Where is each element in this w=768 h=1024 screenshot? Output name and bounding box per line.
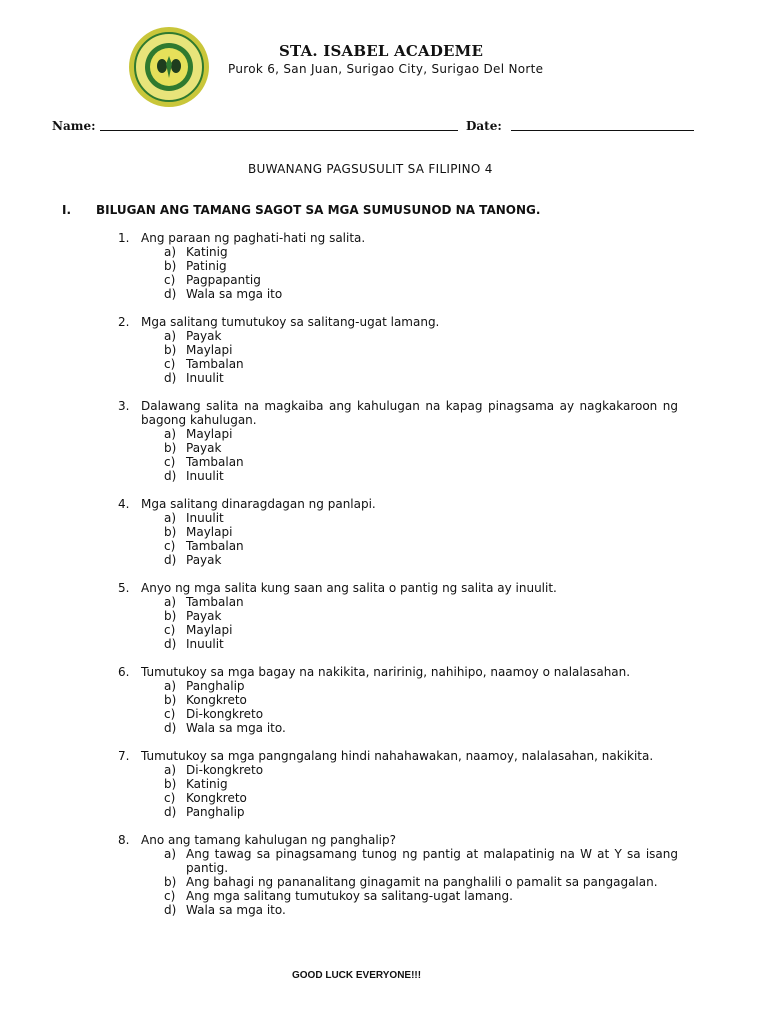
option-text: Di-kongkreto bbox=[186, 763, 264, 777]
section-number: I. bbox=[62, 203, 72, 217]
exam-title: BUWANANG PAGSUSULIT SA FILIPINO 4 bbox=[248, 162, 493, 176]
question-number: 3. bbox=[118, 399, 130, 413]
question-item bbox=[118, 665, 678, 735]
option-letter: c) bbox=[164, 357, 176, 371]
answer-option[interactable] bbox=[118, 245, 678, 259]
question-text: Ang paraan ng paghati-hati ng salita. bbox=[141, 231, 366, 245]
option-letter: b) bbox=[164, 259, 177, 273]
option-text: Inuulit bbox=[186, 511, 224, 525]
question-text: Dalawang salita na magkaiba ang kahulugan na kapag pinagsama ay nagkakaroon ng bagong kahulugan. bbox=[141, 399, 678, 427]
question-stem bbox=[118, 399, 678, 427]
option-letter: a) bbox=[164, 245, 177, 259]
option-text: Panghalip bbox=[186, 679, 245, 693]
answer-option[interactable] bbox=[118, 623, 678, 637]
option-letter: b) bbox=[164, 343, 177, 357]
answer-option[interactable] bbox=[118, 455, 678, 469]
option-text: Maylapi bbox=[186, 343, 233, 357]
option-text: Panghalip bbox=[186, 805, 245, 819]
option-letter: d) bbox=[164, 637, 177, 651]
question-text: Tumutukoy sa mga pangngalang hindi nahahawakan, naamoy, nalalasahan, nakikita. bbox=[141, 749, 654, 763]
question-number: 5. bbox=[118, 581, 130, 595]
option-letter: a) bbox=[164, 679, 177, 693]
option-letter: b) bbox=[164, 441, 177, 455]
option-text: Tambalan bbox=[186, 539, 244, 553]
question-item bbox=[118, 231, 678, 301]
question-number: 6. bbox=[118, 665, 130, 679]
option-letter: c) bbox=[164, 455, 176, 469]
answer-option[interactable] bbox=[118, 273, 678, 287]
date-label: Date: bbox=[466, 119, 502, 133]
question-item bbox=[118, 399, 678, 483]
option-letter: a) bbox=[164, 763, 177, 777]
option-text: Inuulit bbox=[186, 469, 224, 483]
option-letter: a) bbox=[164, 427, 177, 441]
answer-option[interactable] bbox=[118, 847, 678, 875]
answer-option[interactable] bbox=[118, 721, 678, 735]
answer-option[interactable] bbox=[118, 707, 678, 721]
question-stem bbox=[118, 497, 678, 511]
option-letter: d) bbox=[164, 469, 177, 483]
school-name: STA. ISABEL ACADEME bbox=[279, 42, 484, 60]
option-text: Ang mga salitang tumutukoy sa salitang-ugat lamang. bbox=[186, 889, 513, 903]
option-letter: a) bbox=[164, 847, 177, 861]
date-field-line[interactable] bbox=[511, 130, 694, 131]
question-stem bbox=[118, 231, 678, 245]
option-text: Kongkreto bbox=[186, 693, 247, 707]
name-field-line[interactable] bbox=[100, 130, 458, 131]
option-text: Tambalan bbox=[186, 595, 244, 609]
option-text: Inuulit bbox=[186, 637, 224, 651]
answer-option[interactable] bbox=[118, 511, 678, 525]
option-letter: d) bbox=[164, 805, 177, 819]
option-text: Payak bbox=[186, 553, 222, 567]
answer-option[interactable] bbox=[118, 679, 678, 693]
question-text: Tumutukoy sa mga bagay na nakikita, naririnig, nahihipo, naamoy o nalalasahan. bbox=[141, 665, 631, 679]
section-instruction: BILUGAN ANG TAMANG SAGOT SA MGA SUMUSUNOD NA TANONG. bbox=[96, 203, 541, 217]
option-text: Kongkreto bbox=[186, 791, 247, 805]
option-text: Tambalan bbox=[186, 357, 244, 371]
question-item bbox=[118, 315, 678, 385]
answer-option[interactable] bbox=[118, 805, 678, 819]
option-letter: c) bbox=[164, 273, 176, 287]
question-stem bbox=[118, 665, 678, 679]
option-letter: b) bbox=[164, 693, 177, 707]
option-letter: d) bbox=[164, 903, 177, 917]
question-stem bbox=[118, 749, 678, 763]
question-item bbox=[118, 497, 678, 567]
answer-option[interactable] bbox=[118, 539, 678, 553]
option-letter: a) bbox=[164, 511, 177, 525]
answer-option[interactable] bbox=[118, 637, 678, 651]
question-number: 1. bbox=[118, 231, 130, 245]
option-text: Katinig bbox=[186, 245, 228, 259]
answer-option[interactable] bbox=[118, 371, 678, 385]
question-stem bbox=[118, 833, 678, 847]
question-item bbox=[118, 749, 678, 819]
question-text: Ano ang tamang kahulugan ng panghalip? bbox=[141, 833, 396, 847]
option-text: Maylapi bbox=[186, 427, 233, 441]
question-number: 4. bbox=[118, 497, 130, 511]
answer-option[interactable] bbox=[118, 693, 678, 707]
question-text: Mga salitang dinaragdagan ng panlapi. bbox=[141, 497, 376, 511]
option-letter: c) bbox=[164, 539, 176, 553]
answer-option[interactable] bbox=[118, 469, 678, 483]
option-letter: d) bbox=[164, 287, 177, 301]
answer-option[interactable] bbox=[118, 287, 678, 301]
answer-option[interactable] bbox=[118, 777, 678, 791]
option-text: Wala sa mga ito. bbox=[186, 721, 286, 735]
question-text: Mga salitang tumutukoy sa salitang-ugat lamang. bbox=[141, 315, 440, 329]
option-text: Ang bahagi ng pananalitang ginagamit na panghalili o pamalit sa pangagalan. bbox=[186, 875, 658, 889]
option-letter: b) bbox=[164, 609, 177, 623]
answer-option[interactable] bbox=[118, 791, 678, 805]
option-text: Inuulit bbox=[186, 371, 224, 385]
question-item bbox=[118, 581, 678, 651]
option-letter: d) bbox=[164, 553, 177, 567]
option-text: Maylapi bbox=[186, 623, 233, 637]
option-letter: c) bbox=[164, 707, 176, 721]
answer-option[interactable] bbox=[118, 259, 678, 273]
answer-option[interactable] bbox=[118, 595, 678, 609]
question-number: 8. bbox=[118, 833, 130, 847]
answer-option[interactable] bbox=[118, 343, 678, 357]
option-letter: c) bbox=[164, 791, 176, 805]
option-letter: d) bbox=[164, 371, 177, 385]
answer-option[interactable] bbox=[118, 441, 678, 455]
question-stem bbox=[118, 315, 678, 329]
answer-option[interactable] bbox=[118, 357, 678, 371]
option-letter: b) bbox=[164, 875, 177, 889]
school-address: Purok 6, San Juan, Surigao City, Surigao Del Norte bbox=[228, 62, 544, 76]
question-list bbox=[118, 231, 678, 931]
option-text: Tambalan bbox=[186, 455, 244, 469]
option-text: Maylapi bbox=[186, 525, 233, 539]
question-stem bbox=[118, 581, 678, 595]
answer-option[interactable] bbox=[118, 525, 678, 539]
answer-option[interactable] bbox=[118, 609, 678, 623]
option-letter: d) bbox=[164, 721, 177, 735]
school-logo bbox=[128, 26, 210, 108]
option-letter: b) bbox=[164, 777, 177, 791]
question-number: 2. bbox=[118, 315, 130, 329]
name-label: Name: bbox=[52, 119, 96, 133]
question-number: 7. bbox=[118, 749, 130, 763]
answer-option[interactable] bbox=[118, 329, 678, 343]
answer-option[interactable] bbox=[118, 903, 678, 917]
question-item bbox=[118, 833, 678, 917]
option-text: Pagpapantig bbox=[186, 273, 261, 287]
answer-option[interactable] bbox=[118, 427, 678, 441]
option-text: Patinig bbox=[186, 259, 227, 273]
option-letter: c) bbox=[164, 623, 176, 637]
option-text: Wala sa mga ito bbox=[186, 287, 283, 301]
option-letter: c) bbox=[164, 889, 176, 903]
option-text: Di-kongkreto bbox=[186, 707, 264, 721]
option-text: Wala sa mga ito. bbox=[186, 903, 286, 917]
option-letter: b) bbox=[164, 525, 177, 539]
option-text: Payak bbox=[186, 441, 222, 455]
question-text: Anyo ng mga salita kung saan ang salita o pantig ng salita ay inuulit. bbox=[141, 581, 557, 595]
answer-option[interactable] bbox=[118, 875, 678, 889]
option-text: Payak bbox=[186, 329, 222, 343]
answer-option[interactable] bbox=[118, 889, 678, 903]
option-letter: a) bbox=[164, 595, 177, 609]
option-letter: a) bbox=[164, 329, 177, 343]
footer-message: GOOD LUCK EVERYONE!!! bbox=[292, 970, 422, 981]
section-heading bbox=[62, 203, 540, 217]
option-text: Payak bbox=[186, 609, 222, 623]
option-text: Katinig bbox=[186, 777, 228, 791]
option-text: Ang tawag sa pinagsamang tunog ng pantig at malapatinig na W at Y sa isang pantig. bbox=[186, 847, 678, 875]
answer-option[interactable] bbox=[118, 553, 678, 567]
answer-option[interactable] bbox=[118, 763, 678, 777]
